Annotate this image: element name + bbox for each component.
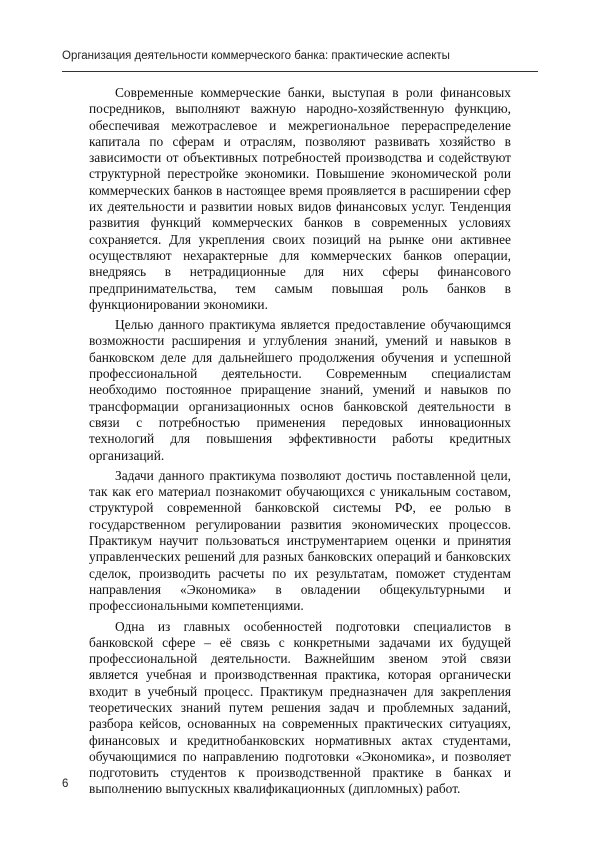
- running-header: Организация деятельности коммерческого банка: практические аспекты: [62, 50, 450, 62]
- header-divider: [62, 71, 538, 72]
- paragraph-features: Одна из главных особенностей подготовки специалистов в банковской сфере – её связь с конкретными задачами их будущей профессиональной деятельности. Важнейшим звеном этой связи является учебная и производственная практика, которая органически входит в учебный процесс. Практикум предназначен для закрепления теоретических знаний путем решения задач и проблемных заданий, разбора кейсов, основанных на современных практических ситуациях, финансовых и кредитнобанковских нормативных актах студентами, обучающимися по направлению подготовки «Экономика», и позволяет подготовить студентов к производственной практике в банках и выполнению выпускных квалификационных (дипломных) работ.: [89, 618, 511, 797]
- body-text: [89, 85, 511, 802]
- page-number: 6: [62, 778, 69, 790]
- paragraph-intro: Современные коммерческие банки, выступая в роли финансовых посредников, выполняют важную народно-хозяйственную функцию, обеспечивая межотраслевое и межрегиональное перераспределение капитала по сферам и отраслям, позволяют развивать хозяйство в зависимости от объективных потребностей производства и содействуют структурной перестройке экономики. Повышение экономической роли коммерческих банков в настоящее время проявляется в расширении сфер их деятельности и развитии новых видов финансовых услуг. Тенденция развития функций коммерческих банков в современных условиях сохраняется. Для укрепления своих позиций на рынке они активнее осуществляют нехарактерные для коммерческих банков операции, внедряясь в нетрадиционные для них сферы финансового предпринимательства, тем самым повышая роль банков в функционировании экономики.: [89, 85, 511, 312]
- paragraph-goal: Целью данного практикума является предоставление обучающимся возможности расширения и углубления знаний, умений и навыков в банковском деле для дальнейшего продолжения обучения и успешной профессиональной деятельности. Современным специалистам необходимо постоянное приращение знаний, умений и навыков по трансформации организационных основ банковской деятельности в связи с потребностью применения передовых инновационных технологий для повышения эффективности работы кредитных организаций.: [89, 317, 511, 463]
- paragraph-tasks: Задачи данного практикума позволяют достичь поставленной цели, так как его материал познакомит обучающихся с уникальным составом, структурой современной банковской системы РФ, ее ролью в государственном регулировании развития экономических процессов. Практикум научит пользоваться инструментарием оценки и принятия управленческих решений для разных банковских операций и банковских сделок, производить расчеты по их результатам, поможет студентам направления «Экономика» в овладении общекультурными и профессиональными компетенциями.: [89, 467, 511, 614]
